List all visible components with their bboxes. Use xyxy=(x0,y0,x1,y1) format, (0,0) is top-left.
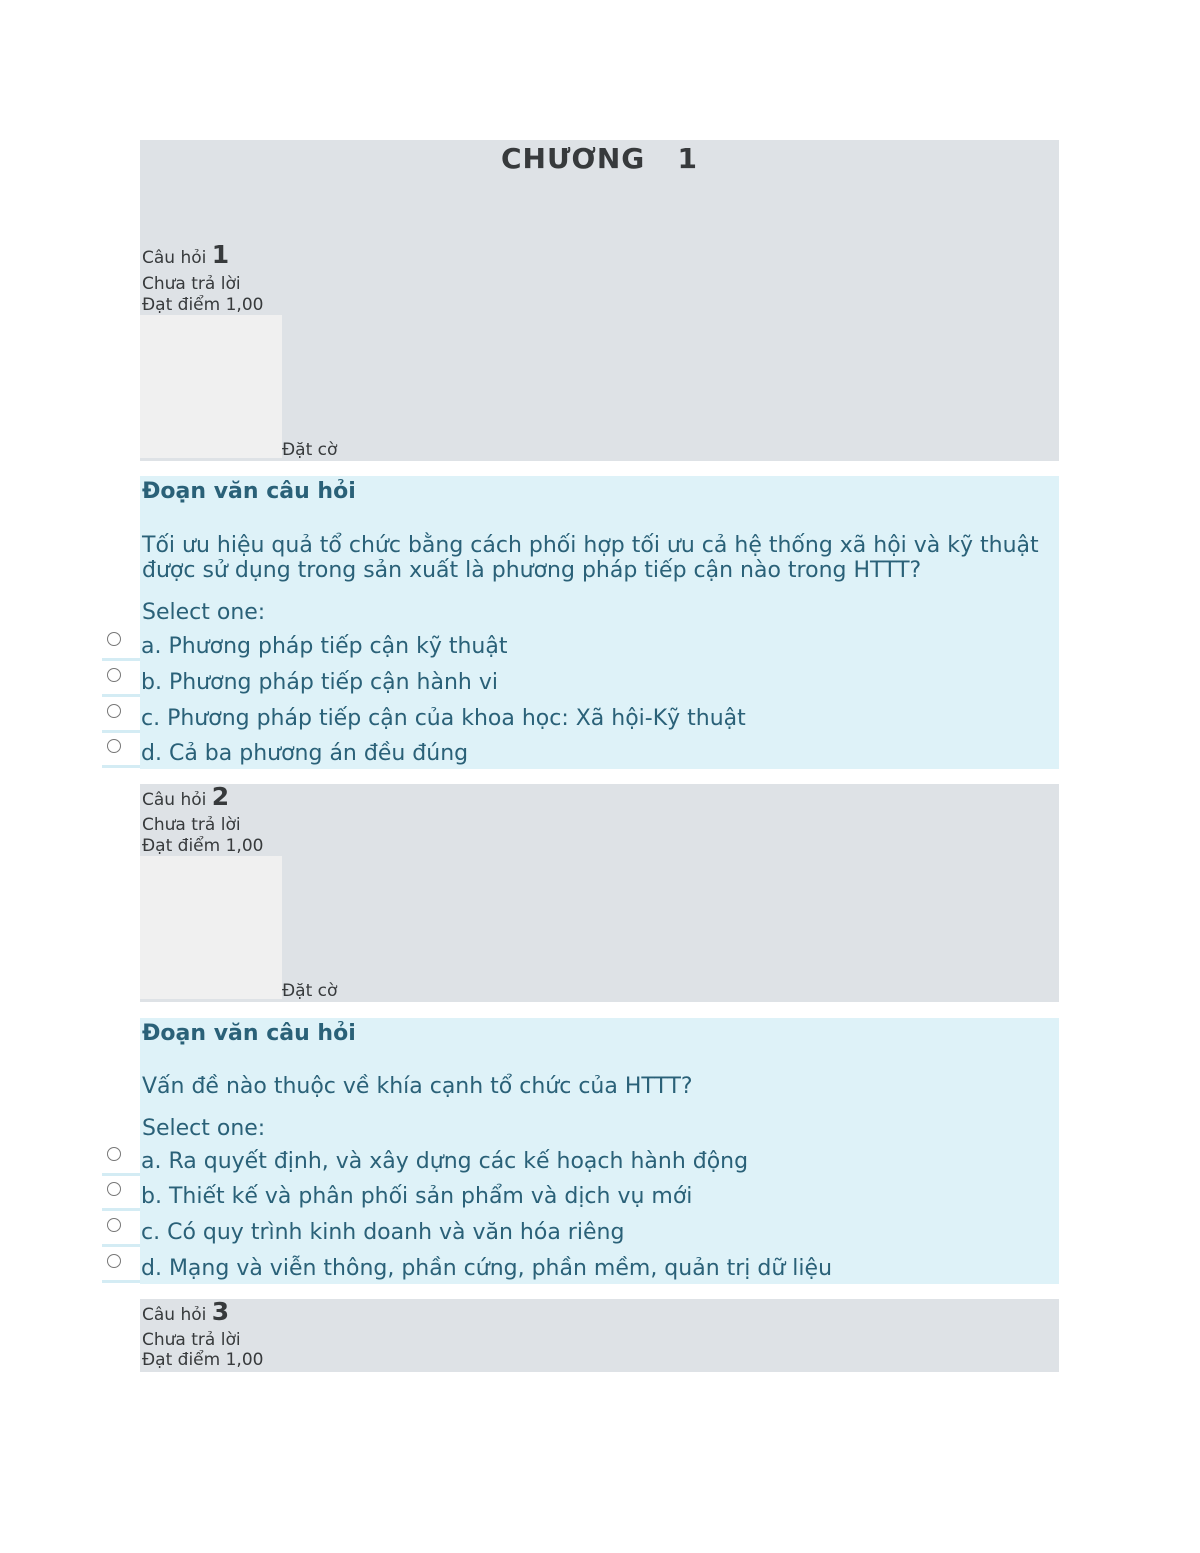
answer-option-label[interactable]: c. Phương pháp tiếp cận của khoa học: Xã hội-Kỹ thuật xyxy=(141,706,746,731)
question-number xyxy=(142,1297,230,1327)
answer-option-label[interactable]: a. Phương pháp tiếp cận kỹ thuật xyxy=(141,634,508,659)
question-text-heading: Đoạn văn câu hỏi xyxy=(142,479,356,504)
question-1-info xyxy=(140,140,1059,461)
question-text: Vấn đề nào thuộc về khía cạnh tổ chức của HTTT? xyxy=(142,1074,693,1099)
question-label: Câu hỏi xyxy=(142,790,207,810)
radio-button[interactable] xyxy=(107,704,121,718)
flag-question-link[interactable]: Đặt cờ xyxy=(282,440,338,460)
answer-option[interactable] xyxy=(102,1254,982,1290)
flag-icon[interactable] xyxy=(140,315,282,458)
radio-button[interactable] xyxy=(107,1147,121,1161)
question-grade: Đạt điểm 1,00 xyxy=(142,836,264,856)
question-grade: Đạt điểm 1,00 xyxy=(142,295,264,315)
radio-button[interactable] xyxy=(107,1182,121,1196)
radio-button[interactable] xyxy=(107,668,121,682)
select-prompt: Select one: xyxy=(142,600,266,625)
question-3-info xyxy=(140,1299,1059,1372)
question-grade: Đạt điểm 1,00 xyxy=(142,1350,264,1370)
answer-option[interactable] xyxy=(102,1218,982,1254)
radio-button[interactable] xyxy=(107,1254,121,1268)
answer-option-label[interactable]: b. Thiết kế và phân phối sản phẩm và dịch vụ mới xyxy=(141,1184,693,1209)
answer-option-label[interactable]: a. Ra quyết định, và xây dựng các kế hoạch hành động xyxy=(141,1149,749,1174)
answer-option[interactable] xyxy=(102,632,982,668)
answer-option-label[interactable]: b. Phương pháp tiếp cận hành vi xyxy=(141,670,498,695)
question-number-value: 1 xyxy=(211,240,230,269)
question-number xyxy=(142,782,230,812)
answer-option-label[interactable]: d. Mạng và viễn thông, phần cứng, phần mềm, quản trị dữ liệu xyxy=(141,1256,833,1281)
answer-option-label[interactable]: c. Có quy trình kinh doanh và văn hóa riêng xyxy=(141,1220,625,1245)
question-number-value: 2 xyxy=(211,782,230,811)
question-text-heading: Đoạn văn câu hỏi xyxy=(142,1021,356,1046)
select-prompt: Select one: xyxy=(142,1116,266,1141)
question-status: Chưa trả lời xyxy=(142,815,241,835)
flag-icon[interactable] xyxy=(140,856,282,999)
question-number xyxy=(142,240,230,270)
question-2-info xyxy=(140,784,1059,1002)
flag-question-link[interactable]: Đặt cờ xyxy=(282,981,338,1001)
answer-option-label[interactable]: d. Cả ba phương án đều đúng xyxy=(141,741,469,766)
answer-option[interactable] xyxy=(102,739,982,775)
question-text: Tối ưu hiệu quả tổ chức bằng cách phối hợp tối ưu cả hệ thống xã hội và kỹ thuật được sử dụng trong sản xuất là phương pháp tiếp cận nào trong HTTT? xyxy=(142,533,1039,583)
chapter-title: CHƯƠNG 1 xyxy=(501,142,698,175)
question-label: Câu hỏi xyxy=(142,1305,207,1325)
question-status: Chưa trả lời xyxy=(142,1330,241,1350)
radio-button[interactable] xyxy=(107,1218,121,1232)
radio-button[interactable] xyxy=(107,739,121,753)
answer-option[interactable] xyxy=(102,704,982,740)
answer-option[interactable] xyxy=(102,1147,982,1183)
answer-option[interactable] xyxy=(102,1182,982,1218)
answer-option[interactable] xyxy=(102,668,982,704)
question-number-value: 3 xyxy=(211,1297,230,1326)
radio-button[interactable] xyxy=(107,632,121,646)
question-status: Chưa trả lời xyxy=(142,274,241,294)
question-label: Câu hỏi xyxy=(142,248,207,268)
